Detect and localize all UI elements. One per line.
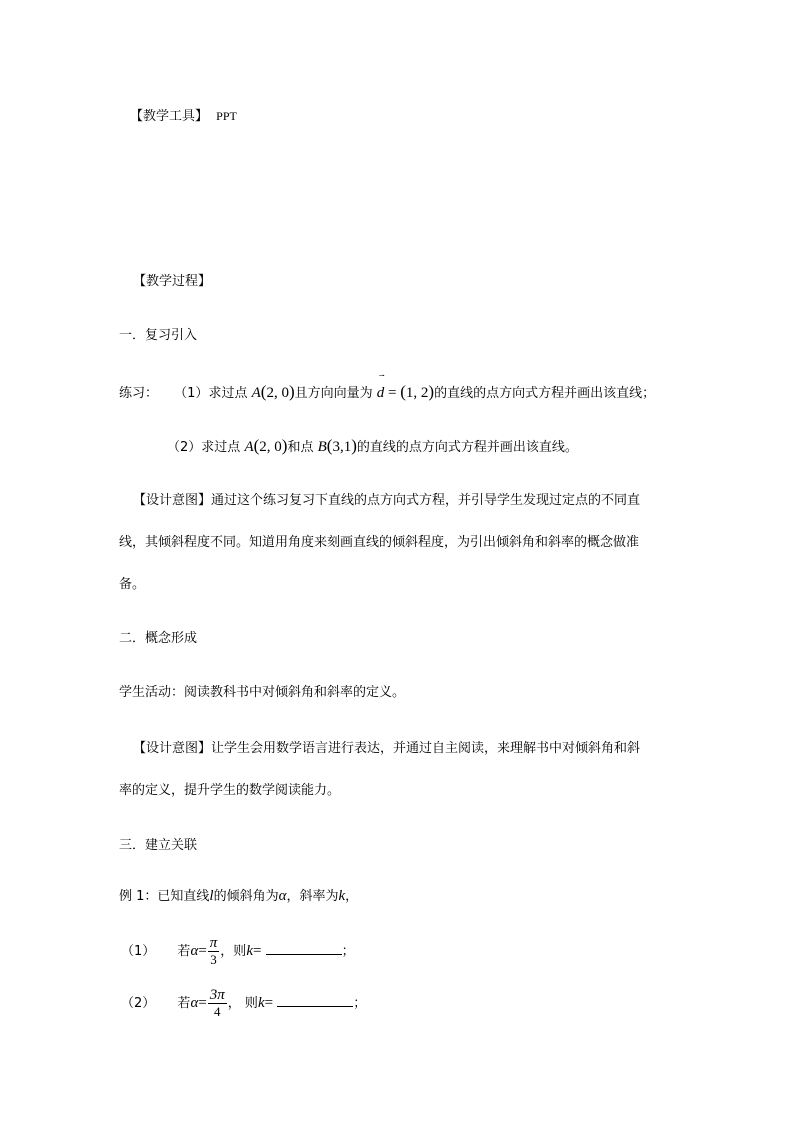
question-1: （1） 若α= $\frac{\pi}{3}$ ，则k= ； [121, 935, 355, 967]
tools-line [130, 106, 237, 127]
section1-heading: 一．复习引入 [119, 328, 198, 343]
item2-coord-b: 3,1 [332, 439, 352, 455]
item2-point-b: B [317, 439, 327, 455]
q2-answer-blank[interactable] [277, 992, 353, 1007]
design-intent-1-line3: 备。 [119, 577, 146, 592]
tools-value: PPT [216, 109, 237, 123]
question-2: （2） 若α= $\frac{3\pi}{4}$ ， 则k= ； [121, 987, 367, 1019]
tools-label: 【教学工具】 [130, 109, 209, 124]
q1-answer-blank[interactable] [266, 940, 342, 955]
q2-then: ， 则 [227, 996, 258, 1011]
item1-text3: 的直线的点方向式方程并画出该直线； [434, 386, 656, 401]
alpha-symbol: α [278, 888, 287, 904]
exercise-prefix: 练习： [119, 386, 159, 401]
exercise-item2: （2）求过点 A(2, 0)和点 B(3,1)的直线的点方向式方程并画出该直线。 [167, 436, 578, 455]
direction-vector: ⇀ d [376, 372, 385, 401]
q2-if: 若 [177, 996, 191, 1011]
design-intent-2-line2: 率的定义，提升学生的数学阅读能力。 [119, 783, 341, 798]
q1-fraction: $\frac{\pi}{3}$ [209, 935, 218, 967]
design-intent-1-line2: 线，其倾斜程度不同。知道用角度来刻画直线的倾斜程度，为引出倾斜角和斜率的概念做准 [119, 535, 640, 550]
q2-number: （2） [121, 996, 156, 1011]
student-activity: 学生活动：阅读教科书中对倾斜角和斜率的定义。 [119, 685, 406, 700]
k-symbol: k [338, 888, 346, 904]
vector-arrow-icon: ⇀ [378, 372, 385, 380]
section2-heading: 二．概念形成 [119, 631, 198, 646]
item2-text3: 的直线的点方向式方程并画出该直线。 [356, 440, 578, 455]
example-p4: ， [345, 889, 359, 904]
item2-number: （2） [167, 440, 202, 455]
item2-coord-a: 2, 0 [259, 439, 282, 455]
line-l: l [209, 888, 214, 904]
item2-point-a: A [244, 439, 254, 455]
item1-point-a: A [251, 385, 261, 401]
item2-text2: 和点 [287, 440, 314, 455]
q1-then: ，则 [220, 944, 247, 959]
example-p1: 例 1：已知直线 [119, 889, 210, 904]
item1-text1: 求过点 [208, 386, 248, 401]
q1-number: （1） [121, 944, 156, 959]
item2-text1: 求过点 [201, 440, 241, 455]
section3-heading: 三．建立关联 [119, 838, 198, 853]
q2-fraction: $\frac{3\pi}{4}$ [209, 987, 225, 1019]
item1-text2: 且方向向量为 [294, 386, 373, 401]
design-intent-1-line1: 【设计意图】通过这个练习复习下直线的点方向式方程，并引导学生发现过定点的不同直 [133, 493, 641, 508]
example-1 [119, 886, 358, 907]
design-intent-2-line1: 【设计意图】让学生会用数学语言进行表达，并通过自主阅读，来理解书中对倾斜角和斜 [133, 741, 641, 756]
example-p3: ，斜率为 [286, 889, 339, 904]
item1-coord-a: 2, 0 [266, 385, 289, 401]
item1-number: （1） [174, 386, 209, 401]
exercise-item1: 练习： （1）求过点 A(2, 0)且方向向量为 ⇀ d = (1, 2)的直线的点方向式方程并画出该直线； [119, 372, 656, 401]
example-p2: 的倾斜角为 [213, 889, 279, 904]
q1-if: 若 [177, 944, 191, 959]
item1-vector-value: 1, 2 [405, 385, 429, 401]
process-heading: 【教学过程】 [133, 274, 212, 289]
